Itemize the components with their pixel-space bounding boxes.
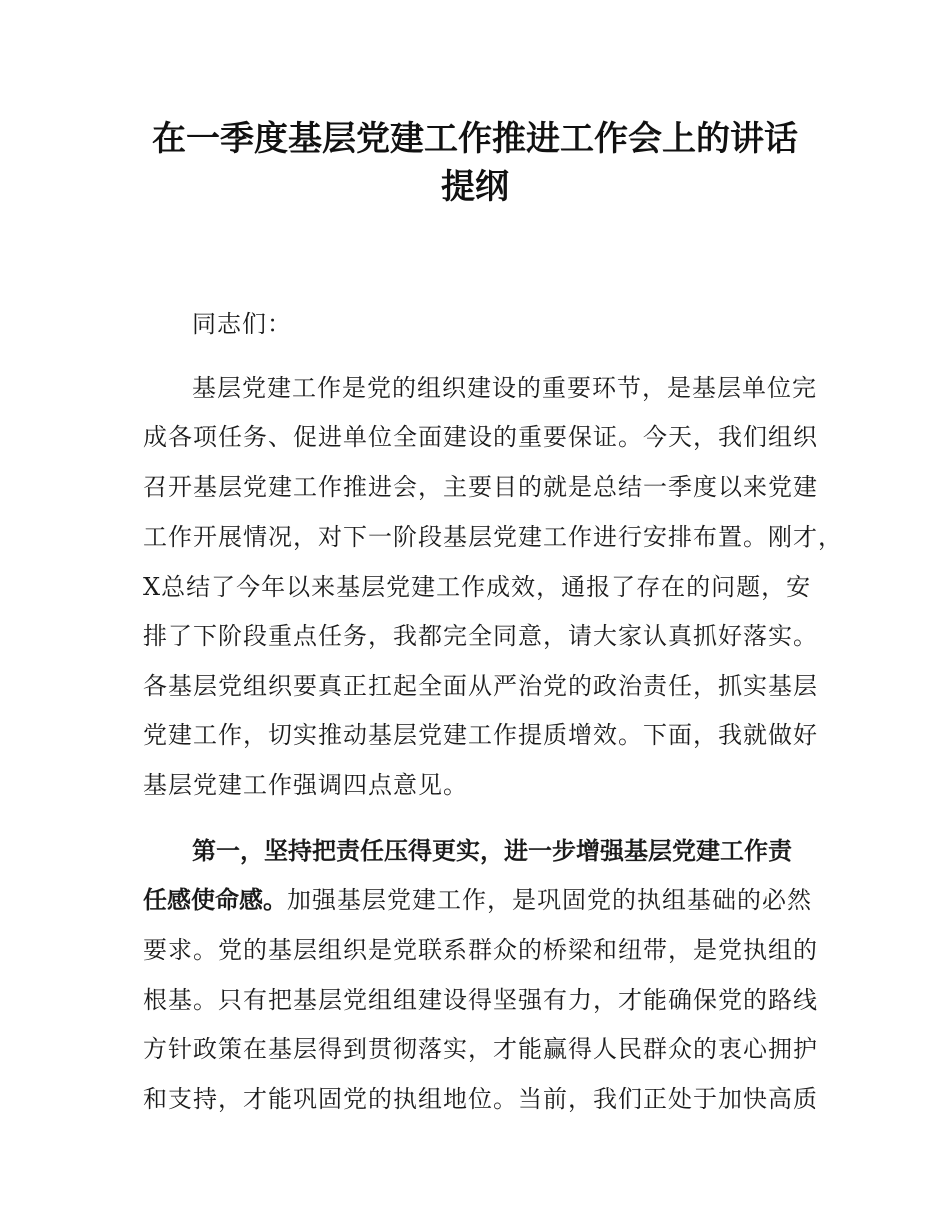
document-title-line-1: 在一季度基层党建工作推进工作会上的讲话 [152, 119, 798, 159]
paragraph-1-line-1: 基层党建工作是党的组织建设的重要环节，是基层单位完 [192, 374, 817, 402]
paragraph-1-line-4: 工作开展情况，对下一阶段基层党建工作进行安排布置。刚才， [143, 523, 843, 551]
section-1-line-2-text: 加强基层党建工作，是巩固党的执组基础的必然 [287, 886, 812, 914]
section-1-line-6: 和支持，才能巩固党的执组地位。当前，我们正处于加快高质 [143, 1085, 818, 1113]
section-1-line-5: 方针政策在基层得到贯彻落实，才能赢得人民群众的衷心拥护 [143, 1035, 818, 1063]
paragraph-1-line-9: 基层党建工作强调四点意见。 [143, 771, 468, 799]
section-1-heading-end: 任感使命感。 [143, 886, 287, 914]
paragraph-1-line-2: 成各项任务、促进单位全面建设的重要保证。今天，我们组织 [143, 423, 818, 451]
paragraph-1-line-3: 召开基层党建工作推进会，主要目的就是总结一季度以来党建 [143, 473, 818, 501]
document-title-line-2: 提纲 [441, 167, 509, 207]
section-1-line-3: 要求。党的基层组织是党联系群众的桥梁和纽带，是党执组的 [143, 936, 818, 964]
paragraph-1-line-7: 各基层党组织要真正扛起全面从严治党的政治责任，抓实基层 [143, 672, 818, 700]
paragraph-1-line-8: 党建工作，切实推动基层党建工作提质增效。下面，我就做好 [143, 721, 818, 749]
section-1-line-2 [143, 884, 812, 916]
salutation: 同志们： [192, 310, 292, 338]
paragraph-1-line-6: 排了下阶段重点任务，我都完全同意，请大家认真抓好落实。 [143, 622, 818, 650]
section-1-heading: 第一，坚持把责任压得更实，进一步增强基层党建工作责 [192, 837, 792, 865]
section-1-line-4: 根基。只有把基层党组组建设得坚强有力，才能确保党的路线 [143, 986, 818, 1014]
paragraph-1-line-5: X总结了今年以来基层党建工作成效，通报了存在的问题，安 [143, 573, 812, 601]
